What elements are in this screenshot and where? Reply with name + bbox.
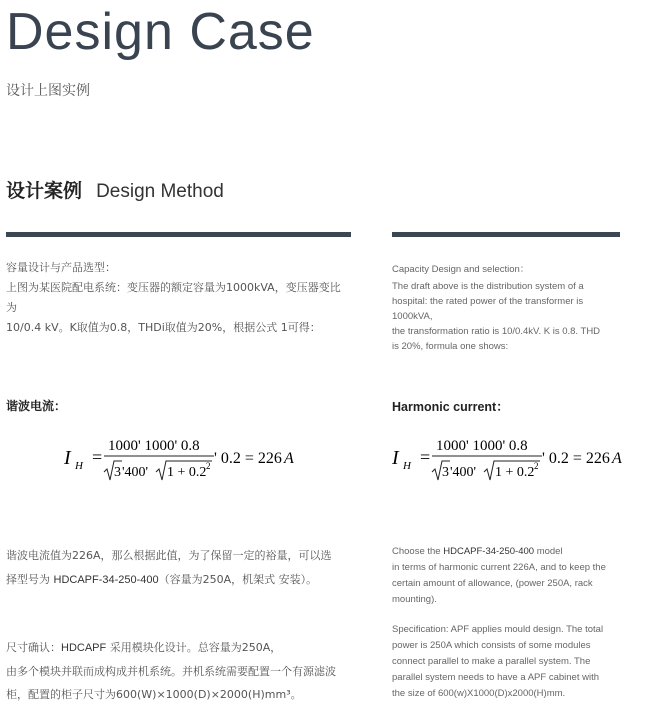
choice-en-line: certain amount of allowance, (power 250A, rack [392, 578, 593, 589]
formula-den-sqrt2: 1 + 0.2 [167, 465, 207, 480]
capacity-en-line: Capacity Design and selection： [392, 264, 530, 275]
spec-en-line: the size of 600(w)X1000(D)x2000(H)mm. [392, 688, 566, 699]
size-cn-line: 由多个模块并联而成构成并机系统。并机系统需要配置一个有源滤波 [6, 665, 336, 678]
choice-text-en [392, 544, 624, 608]
formula-den-sqrt2: 1 + 0.2 [495, 465, 535, 480]
formula-lhs: I [392, 447, 399, 469]
formula-rhs: ' 0.2 = 226 [214, 450, 282, 467]
capacity-cn-line: 容量设计与产品选型： [6, 261, 116, 274]
harmonic-label-cn: 谐波电流： [6, 399, 67, 413]
harmonic-formula [64, 428, 304, 488]
model-number: HDCAPF-34-250-400 [53, 574, 159, 586]
spec-en-line: parallel system needs to have a APF cabinet with [392, 672, 600, 683]
model-number: HDCAPF-34-250-400 [443, 546, 535, 557]
formula-lhs-sub: H [403, 460, 411, 472]
page-subtitle: 设计上图实例 [6, 83, 90, 99]
harmonic-label-en: Harmonic current： [392, 400, 509, 414]
spec-text-en [392, 622, 624, 702]
formula-den-sqrt1: 3 [114, 465, 121, 480]
formula-numerator: 1000' 1000' 0.8 [436, 438, 528, 454]
spec-en-line: power is 250A which consists of some modules [392, 640, 591, 651]
capacity-text-cn [6, 258, 351, 338]
formula-unit: A [612, 450, 622, 467]
capacity-en-line: hospital: the rated power of the transformer is [392, 296, 584, 307]
spec-en-line: Specification: APF applies mould design. The total [392, 624, 604, 635]
formula-den-exp: 2 [534, 461, 539, 471]
formula-lhs: I [64, 447, 71, 469]
choice-text-cn [6, 544, 356, 592]
formula-numerator: 1000' 1000' 0.8 [108, 438, 200, 454]
spec-en-line: connect parallel to make a parallel system. The [392, 656, 591, 667]
right-divider-bar [392, 232, 620, 237]
page-title: Design Case [6, 3, 315, 61]
capacity-en-line: The draft above is the distribution system of a [392, 281, 584, 292]
svg-text:=: = [420, 447, 431, 467]
formula-unit: A [284, 450, 294, 467]
size-cn-line: 尺寸确认：HDCAPF 采用模块化设计。总容量为250A， [6, 641, 282, 654]
formula-lhs-sub: H [75, 460, 83, 472]
choice-en-line: Choose the HDCAPF-34-250-400 model [392, 546, 563, 557]
harmonic-formula-en [392, 428, 637, 488]
choice-cn-line: 择型号为 HDCAPF-34-250-400（容量为250A，机架式 安装）。 [6, 573, 318, 586]
svg-text:=: = [92, 447, 103, 467]
left-divider-bar [6, 232, 351, 237]
capacity-cn-line: 10/0.4 kV。K取值为0.8，THDi取值为20%，根据公式 1可得： [6, 321, 321, 334]
section-heading [6, 176, 224, 203]
formula-den-mid: '400' [450, 465, 477, 480]
capacity-en-line: 1000kVA, [392, 311, 433, 322]
formula-den-mid: '400' [122, 465, 149, 480]
section-title-en: Design Method [96, 181, 224, 202]
capacity-text-en [392, 262, 622, 354]
choice-cn-line: 谐波电流值为226A，那么根据此值，为了保留一定的裕量，可以选 [6, 549, 332, 562]
size-text-cn [6, 636, 356, 706]
size-cn-line: 柜，配置的柜子尺寸为600(W)×1000(D)×2000(H)mm³。 [6, 688, 302, 701]
formula-den-sqrt1: 3 [442, 465, 449, 480]
choice-en-line: mounting). [392, 594, 437, 605]
capacity-en-line: the transformation ratio is 10/0.4kV. K is 0.8. THD [392, 326, 601, 337]
choice-en-line: in terms of harmonic current 226A, and to keep the [392, 562, 606, 573]
capacity-en-line: is 20%, formula one shows: [392, 341, 509, 352]
section-title-cn: 设计案例 [6, 180, 83, 202]
formula-rhs: ' 0.2 = 226 [542, 450, 610, 467]
capacity-cn-line: 上图为某医院配电系统：变压器的额定容量为1000kVA，变压器变比为 [6, 281, 341, 314]
formula-den-exp: 2 [206, 461, 211, 471]
